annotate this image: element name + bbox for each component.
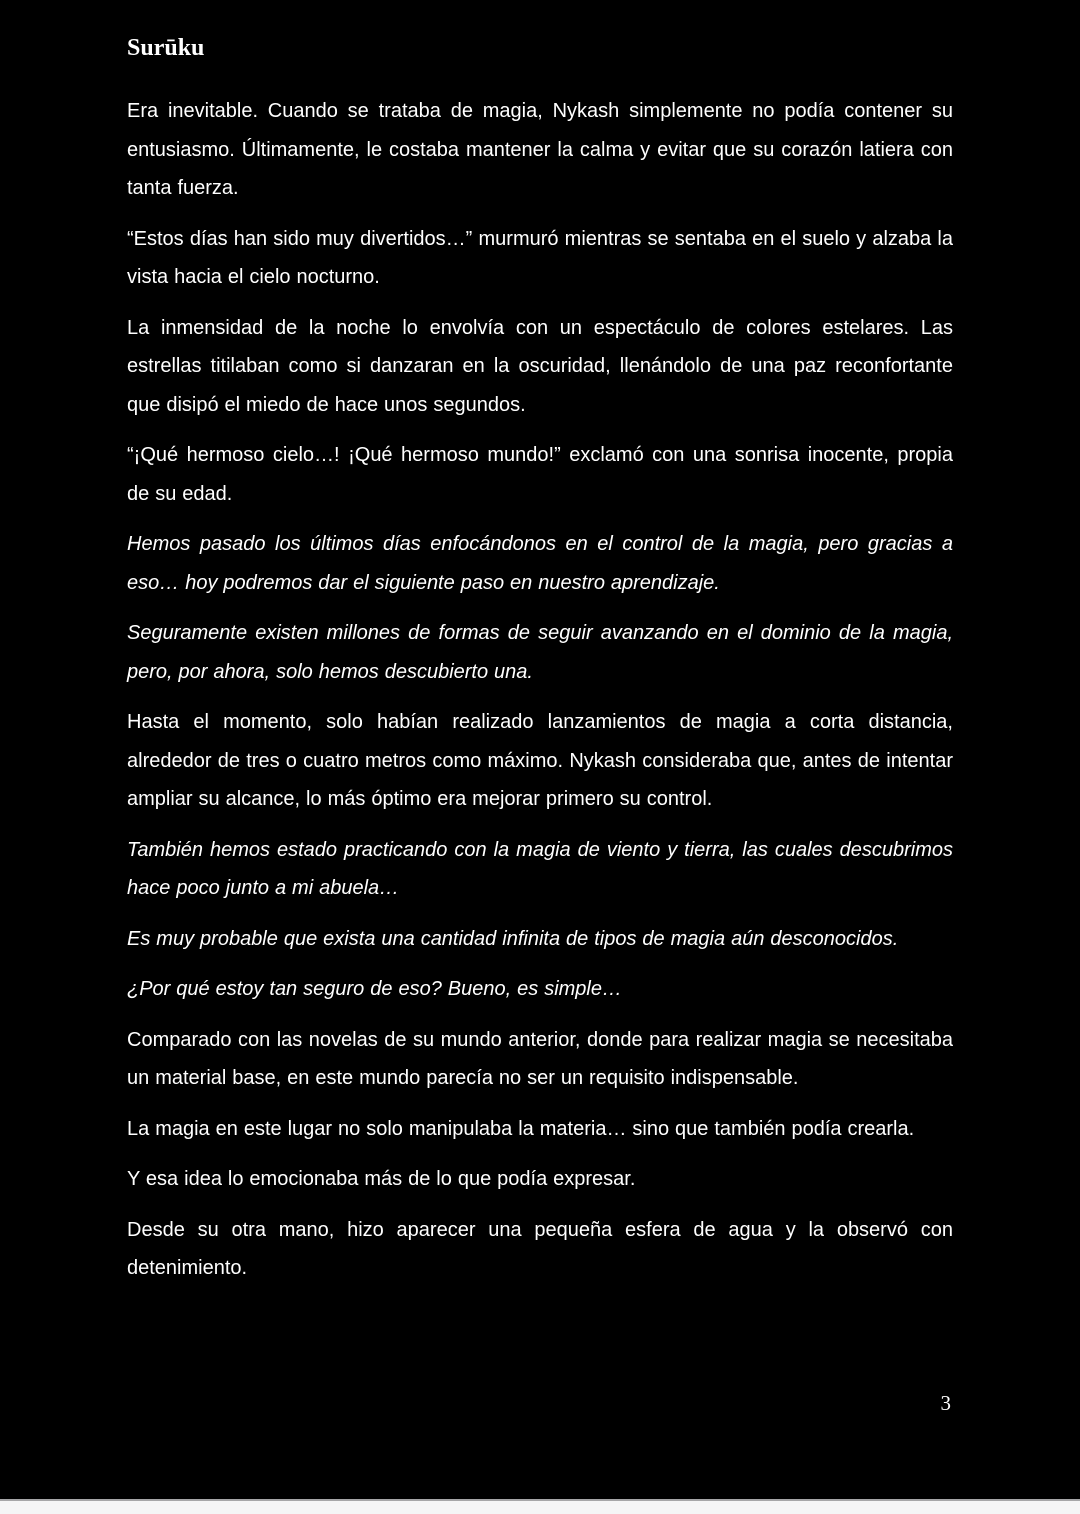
paragraph: Comparado con las novelas de su mundo anterior, donde para realizar magia se necesitaba un material base, en este mundo parecía no ser un requisito indispensable. xyxy=(127,1028,953,1089)
paragraph: Desde su otra mano, hizo aparecer una pequeña esfera de agua y la observó con detenimiento. xyxy=(127,1218,953,1279)
paragraph: Hasta el momento, solo habían realizado lanzamientos de magia a corta distancia, alrededor de tres o cuatro metros como máximo. Nykash consideraba que, antes de intentar ampliar su alcance, lo más óptimo era mejorar primero su control. xyxy=(127,711,953,810)
paragraph: Era inevitable. Cuando se trataba de magia, Nykash simplemente no podía contener su entusiasmo. Últimamente, le costaba mantener la calma y evitar que su corazón latiera con tanta fuerza. xyxy=(127,100,953,199)
paragraph: También hemos estado practicando con la magia de viento y tierra, las cuales descubrimos hace poco junto a mi abuela… xyxy=(127,838,953,899)
paragraph: Y esa idea lo emocionaba más de lo que podía expresar. xyxy=(127,1168,636,1190)
paragraph: La magia en este lugar no solo manipulaba la materia… sino que también podía crearla. xyxy=(127,1117,915,1140)
viewer-background-strip xyxy=(0,1499,1080,1514)
page-body xyxy=(127,92,953,1288)
chapter-title: Surūku xyxy=(127,35,205,61)
paragraph: “¡Qué hermoso cielo…! ¡Qué hermoso mundo!” exclamó con una sonrisa inocente, propia de su edad. xyxy=(127,444,953,505)
paragraph: Es muy probable que exista una cantidad infinita de tipos de magia aún desconocidos. xyxy=(127,927,899,950)
paragraph: La inmensidad de la noche lo envolvía con un espectáculo de colores estelares. Las estrellas titilaban como si danzaran en la oscuridad, llenándolo de una paz reconfortante que disipó el miedo de hace unos segundos. xyxy=(127,316,953,416)
paragraph: “Estos días han sido muy divertidos…” murmuró mientras se sentaba en el suelo y alzaba la vista hacia el cielo nocturno. xyxy=(127,227,953,288)
paragraph: Hemos pasado los últimos días enfocándonos en el control de la magia, pero gracias a eso… hoy podremos dar el siguiente paso en nuestro aprendizaje. xyxy=(127,533,953,594)
page-number: 3 xyxy=(940,1391,951,1415)
paragraph: ¿Por qué estoy tan seguro de eso? Bueno, es simple… xyxy=(127,978,622,1000)
paragraph: Seguramente existen millones de formas de seguir avanzando en el dominio de la magia, pero, por ahora, solo hemos descubierto una. xyxy=(127,622,953,683)
